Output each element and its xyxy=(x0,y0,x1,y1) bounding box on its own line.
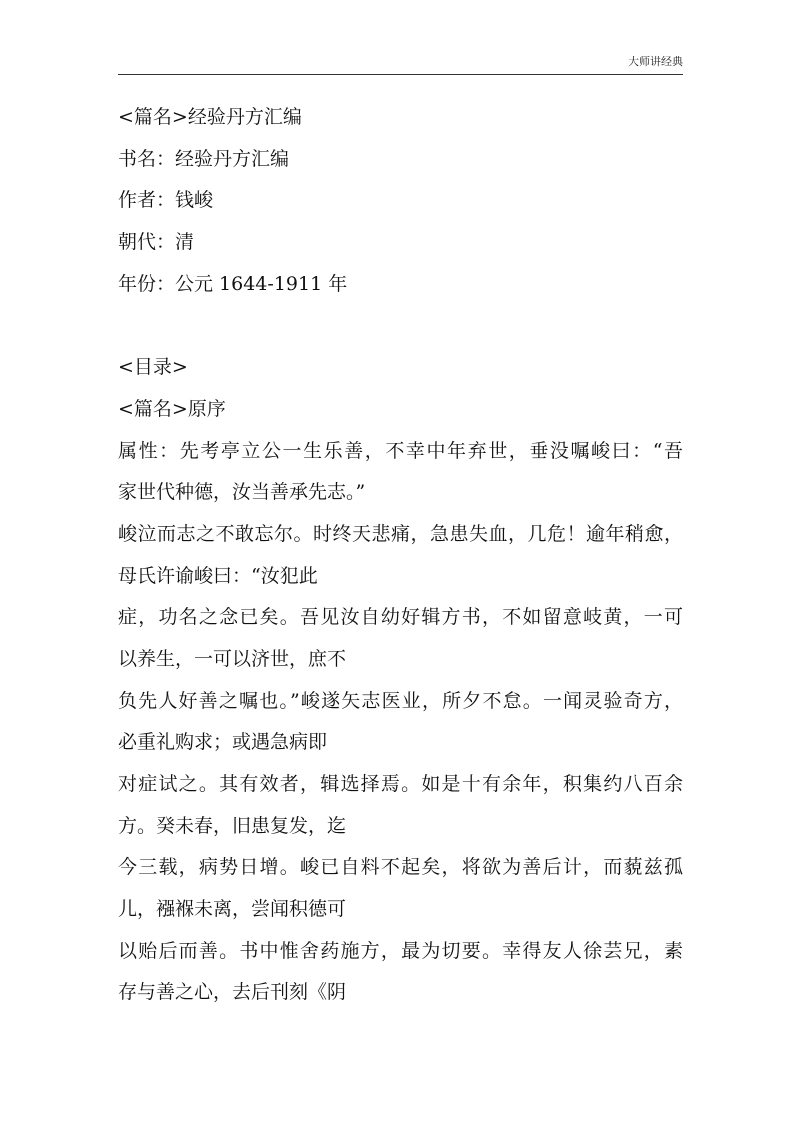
text-line: 母氏许谕峻曰：“汝犯此 xyxy=(118,564,318,587)
text-line: 对症试之。其有效者，辑选择焉。如是十有余年，积集约八百余 xyxy=(118,773,683,795)
text-line: 家世代种德，汝当善承先志。” xyxy=(118,481,366,504)
text-line: 症，功名之念已矣。吾见汝自幼好辑方书，不如留意岐黄，一可 xyxy=(118,606,683,629)
year: 年份：公元 1644-1911 年 xyxy=(118,272,348,295)
header-title: 大师讲经典 xyxy=(628,55,683,68)
text-line: 属性：先考亭立公一生乐善，不幸中年弃世，垂没嘱峻曰：“吾 xyxy=(118,439,683,462)
text-line: 峻泣而志之不敢忘尔。时终天悲痛，急患失血，几危！逾年稍愈， xyxy=(118,522,683,545)
text-line: 儿，襁褓未离，尝闻积德可 xyxy=(118,898,347,921)
text-line: 以养生，一可以济世，庶不 xyxy=(118,647,347,670)
text-line: 负先人好善之嘱也。”峻遂矢志医业，所夕不怠。一闻灵验奇方， xyxy=(118,689,683,712)
section-title: <篇名>原序 xyxy=(118,397,226,420)
dynasty: 朝代：清 xyxy=(118,231,195,254)
spacer xyxy=(118,308,683,350)
book-name: 书名：经验丹方汇编 xyxy=(118,147,290,170)
text-line: 存与善之心，去后刊刻《阴 xyxy=(118,981,347,1004)
text-line: 方。癸未春，旧患复发，迄 xyxy=(118,814,347,837)
text-line: 今三载，病势日增。峻已自料不起矣，将欲为善后计，而藐兹孤 xyxy=(118,856,683,879)
page-header xyxy=(118,54,683,75)
text-line: 必重礼购求；或遇急病即 xyxy=(118,731,328,754)
document-body xyxy=(118,100,683,1017)
author: 作者：钱峻 xyxy=(118,189,214,212)
pian-ming: <篇名>经验丹方汇编 xyxy=(118,106,302,128)
toc-label: <目录> xyxy=(118,356,188,379)
text-line: 以贻后而善。书中惟舍药施方，最为切要。幸得友人徐芸兄，素 xyxy=(118,939,683,962)
